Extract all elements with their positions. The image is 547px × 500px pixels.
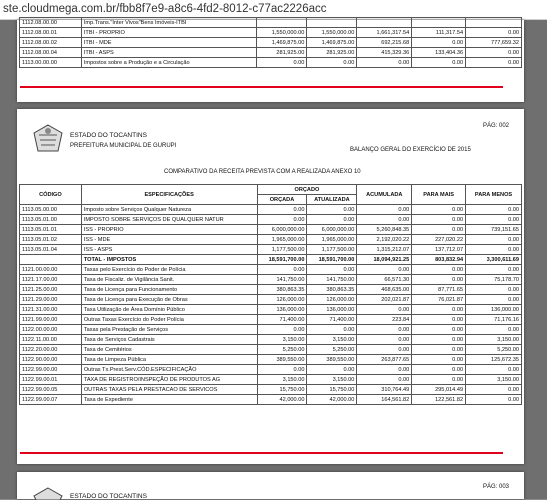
cell-atualizada: 15,750.00 [307,385,357,395]
cell-mais: 76,021.87 [412,295,466,305]
cell-mais: 0.00 [412,58,466,68]
cell-mais: 0.00 [412,375,466,385]
cell-mais: 0.00 [412,305,466,315]
cell-atualizada: 0.00 [307,265,357,275]
cell-orcado: 0.00 [257,365,307,375]
cell-atualizada: 380,863.35 [307,285,357,295]
cell-code: 1112.08.00.01 [20,28,82,38]
cell-desc: OUTRAS TAXAS PELA PRESTACAO DE SERVICOS [81,385,257,395]
cell-desc: Taxa de Expediente [81,395,257,405]
cell-mais: 0.00 [412,325,466,335]
cell-desc: Imp.Trans."Inter Vivos"Bens Imóveis-ITBI [81,18,257,28]
cell-orcado: 0.00 [257,215,307,225]
table-row [20,275,522,285]
cell-menos: 0.00 [466,215,522,225]
cell-code: 1121.17.00.00 [20,275,82,285]
coat-of-arms-icon [31,486,65,500]
cell-acumulada: 692,215.68 [357,38,412,48]
header-less: PARA MENOS [466,185,522,205]
cell-orcado: 5,250.00 [257,345,307,355]
table-row [20,345,522,355]
cell-orcado: 1,965,000.00 [257,235,307,245]
cell-desc: Taxa de Serviços Cadastrais [81,335,257,345]
cell-menos: 0.00 [466,395,522,405]
cell-mais: 0.00 [412,275,466,285]
cell-menos: 739,151.65 [466,225,522,235]
cell-atualizada: 3,150.00 [307,375,357,385]
cell-mais: 0.00 [412,315,466,325]
cell-acumulada: 0.00 [357,205,412,215]
cell-orcado: 71,400.00 [257,315,307,325]
cell-mais: 0.00 [412,365,466,375]
table-row [20,255,522,265]
cell-atualizada: 0.00 [307,365,357,375]
cell-mais: 122,561.82 [412,395,466,405]
cell-orcado: 0.00 [257,265,307,275]
cell-acumulada: 0.00 [357,335,412,345]
cell-orcado: 1,550,000.00 [257,28,307,38]
cell-desc: Impostos sobre a Produção e a Circulação [81,58,257,68]
cell-atualizada: 1,469,875.00 [307,38,357,48]
cell-menos: 5,250.00 [466,345,522,355]
cell-menos: 75,178.70 [466,275,522,285]
cell-acumulada: 18,094,921.25 [357,255,412,265]
table-row [20,295,522,305]
red-underline-annotation [20,86,503,88]
table-row [20,48,522,58]
table-row [20,375,522,385]
cell-acumulada: 202,021.87 [357,295,412,305]
header-code: CÓDIGO [20,185,82,205]
cell-code: 1113.00.00.00 [20,58,82,68]
cell-desc: Taxas pelo Exercício do Poder de Polícia [81,265,257,275]
table-row [20,385,522,395]
cell-acumulada [357,18,412,28]
cell-code: 1122.99.00.01 [20,375,82,385]
cell-code: 1122.90.00.00 [20,355,82,365]
state-name: ESTADO DO TOCANTINS [70,132,147,139]
balance-title: BALANÇO GERAL DO EXERCÍCIO DE 2015 [350,147,471,153]
table-row [20,395,522,405]
cell-mais: 803,832.94 [412,255,466,265]
cell-desc: ITBI - ASPS [81,48,257,58]
cell-mais: 227,020.22 [412,235,466,245]
cell-menos: 136,000.00 [466,305,522,315]
cell-atualizada: 389,550.00 [307,355,357,365]
cell-menos: 0.00 [466,325,522,335]
cell-acumulada: 0.00 [357,325,412,335]
cell-code: 1122.11.00.00 [20,335,82,345]
header-more: PARA MAIS [412,185,466,205]
header-specification: ESPECIFICAÇÕES [81,185,257,205]
cell-acumulada: 0.00 [357,305,412,315]
cell-desc: IMPOSTO SOBRE SERVIÇOS DE QUALQUER NATUR [81,215,257,225]
cell-desc: Imposto sobre Serviços Qualquer Natureza [81,205,257,215]
cell-desc: ISS - MDE [81,235,257,245]
cell-mais: 0.00 [412,38,466,48]
cell-orcado: 18,591,700.00 [257,255,307,265]
cell-orcado: 3,150.00 [257,375,307,385]
cell-desc: Outras Taxas Exercício do Poder Polícia [81,315,257,325]
cell-menos: 3,300,611.69 [466,255,522,265]
cell-atualizada: 0.00 [307,58,357,68]
cell-desc: Taxa de Cemitérios [81,345,257,355]
cell-code: 1113.05.01.02 [20,235,82,245]
cell-code: 1122.20.00.00 [20,345,82,355]
cell-menos: 0.00 [466,295,522,305]
cell-menos: 0.00 [466,205,522,215]
cell-mais [412,18,466,28]
cell-code: 1121.29.00.00 [20,295,82,305]
cell-atualizada: 6,000,000.00 [307,225,357,235]
cell-desc: Taxa Utilização de Área Domínio Público [81,305,257,315]
table-row [20,225,522,235]
cell-menos: 3,150.00 [466,335,522,345]
cell-orcado: 15,750.00 [257,385,307,395]
cell-atualizada: 3,150.00 [307,335,357,345]
cell-atualizada: 136,000.00 [307,305,357,315]
cell-acumulada: 0.00 [357,345,412,355]
cell-acumulada: 310,764.49 [357,385,412,395]
cell-orcado: 136,000.00 [257,305,307,315]
cell-code: 1121.31.00.00 [20,305,82,315]
cell-acumulada: 0.00 [357,265,412,275]
cell-mais: 0.00 [412,355,466,365]
cell-code: 1113.05.00.00 [20,205,82,215]
cell-atualizada: 42,000.00 [307,395,357,405]
cell-desc: ISS - ASPS [81,245,257,255]
header-budgeted: ORÇADA [257,195,307,205]
table-row [20,285,522,295]
page-number: PÁG: 002 [483,123,510,129]
table-row [20,215,522,225]
cell-code: 1121.25.00.00 [20,285,82,295]
cell-desc: Outras Tx.Prest.Serv.CÓD.ESPECIFICAÇÃO [81,365,257,375]
cell-atualizada: 18,591,700.00 [307,255,357,265]
cell-orcado: 3,150.00 [257,335,307,345]
page-number: PÁG: 003 [483,484,510,490]
cell-orcado: 141,750.00 [257,275,307,285]
cell-menos: 0.00 [466,245,522,255]
cell-code: 1122.00.00.00 [20,325,82,335]
state-name: ESTADO DO TOCANTINS [70,493,147,500]
table-row [20,315,522,325]
cell-desc: Taxas pela Prestação de Serviços [81,325,257,335]
cell-orcado: 42,000.00 [257,395,307,405]
cell-desc: ITBI - PROPRIO [81,28,257,38]
cell-acumulada: 263,877.65 [357,355,412,365]
url-text: ste.cloudmega.com.br/fbb8f7e9-a8c6-4fd2-8012-c77ac2226acc [3,3,327,15]
table-row [20,235,522,245]
cell-code: 1113.05.01.01 [20,225,82,235]
cell-acumulada: 0.00 [357,375,412,385]
cell-menos: 0.00 [466,385,522,395]
cell-desc: ITBI - MDE [81,38,257,48]
table-row [20,38,522,48]
cell-code: 1122.99.00.00 [20,365,82,375]
cell-desc: Taxa de Limpeza Pública [81,355,257,365]
table-row [20,265,522,275]
cell-acumulada: 2,192,020.22 [357,235,412,245]
cell-acumulada: 1,315,212.07 [357,245,412,255]
cell-orcado: 380,863.35 [257,285,307,295]
cell-menos: 125,672.35 [466,355,522,365]
cell-code [20,255,82,265]
table-row [20,305,522,315]
cell-code: 1112.08.00.04 [20,48,82,58]
cell-orcado: 0.00 [257,205,307,215]
cell-menos: 0.00 [466,285,522,295]
pdf-page-3 [17,472,524,499]
cell-code: 1122.99.00.07 [20,395,82,405]
cell-atualizada: 1,550,000.00 [307,28,357,38]
cell-orcado: 1,177,500.00 [257,245,307,255]
cell-orcado: 389,550.00 [257,355,307,365]
cell-atualizada: 5,250.00 [307,345,357,355]
cell-menos: 0.00 [466,235,522,245]
cell-menos: 0.00 [466,265,522,275]
cell-orcado: 281,925.00 [257,48,307,58]
cell-desc: Taxa de Licença para Funcionamento [81,285,257,295]
red-underline-annotation [20,452,503,454]
cell-orcado [257,18,307,28]
cell-acumulada: 0.00 [357,365,412,375]
cell-acumulada: 66,571.30 [357,275,412,285]
table-row [20,58,522,68]
header-updated: ATUALIZADA [307,195,357,205]
cell-acumulada: 0.00 [357,58,412,68]
cell-atualizada [307,18,357,28]
cell-menos: 71,176.16 [466,315,522,325]
cell-code: 1121.00.00.00 [20,265,82,275]
pdf-page-1 [17,20,524,102]
city-hall-name: PREFEITURA MUNICIPAL DE GURUPI [70,143,177,149]
cell-desc: ISS - PROPRIO [81,225,257,235]
cell-desc: TAXA DE REGISTRO/INSPEÇÃO DE PRODUTOS AG [81,375,257,385]
cell-acumulada: 5,260,848.35 [357,225,412,235]
cell-mais: 295,014.49 [412,385,466,395]
cell-code: 1112.08.00.02 [20,38,82,48]
cell-acumulada: 0.00 [357,215,412,225]
table-row [20,355,522,365]
table-row [20,325,522,335]
cell-desc: Taxa de Fiscaliz. de Vigilância Sanit. [81,275,257,285]
revenue-table-page-2 [19,184,522,405]
cell-code: 1122.99.00.05 [20,385,82,395]
table-row [20,18,522,28]
cell-atualizada: 0.00 [307,325,357,335]
report-subtitle: COMPARATIVO DA RECEITA PREVISTA COM A REALIZADA ANEXO 10 [164,169,361,175]
header-accumulated: ACUMULADA [357,185,412,205]
cell-mais: 0.00 [412,215,466,225]
header-budget-group: ORÇADO [257,185,357,195]
cell-acumulada: 1,661,317.54 [357,28,412,38]
pdf-page-2 [17,109,524,464]
cell-code: 1113.05.01.04 [20,245,82,255]
cell-atualizada: 126,000.00 [307,295,357,305]
cell-desc: TOTAL - IMPOSTOS [81,255,257,265]
cell-menos: 3,150.00 [466,375,522,385]
cell-atualizada: 71,400.00 [307,315,357,325]
table-row [20,245,522,255]
coat-of-arms-icon [31,123,65,153]
cell-acumulada: 415,329.36 [357,48,412,58]
cell-atualizada: 1,177,500.00 [307,245,357,255]
cell-atualizada: 141,750.00 [307,275,357,285]
cell-mais: 0.00 [412,345,466,355]
cell-menos: 0.00 [466,365,522,375]
table-row [20,335,522,345]
cell-orcado: 1,469,875.00 [257,38,307,48]
cell-acumulada: 468,635.00 [357,285,412,295]
cell-code: 1112.08.00.00 [20,18,82,28]
cell-mais: 0.00 [412,205,466,215]
cell-atualizada: 1,965,000.00 [307,235,357,245]
cell-menos [466,18,522,28]
cell-mais: 0.00 [412,225,466,235]
cell-orcado: 126,000.00 [257,295,307,305]
table-row [20,205,522,215]
cell-menos: 0.00 [466,28,522,38]
cell-atualizada: 281,925.00 [307,48,357,58]
cell-desc: Taxa de Licença para Execução de Obras [81,295,257,305]
table-row [20,365,522,375]
cell-mais: 87,771.65 [412,285,466,295]
cell-code: 1113.05.01.00 [20,215,82,225]
cell-mais: 137,712.07 [412,245,466,255]
cell-menos: 0.00 [466,58,522,68]
cell-orcado: 0.00 [257,58,307,68]
cell-code: 1121.99.00.00 [20,315,82,325]
cell-mais: 133,404.36 [412,48,466,58]
cell-orcado: 0.00 [257,325,307,335]
cell-mais: 0.00 [412,265,466,275]
revenue-table-page-1 [19,17,522,68]
cell-mais: 0.00 [412,335,466,345]
cell-acumulada: 223.84 [357,315,412,325]
cell-atualizada: 0.00 [307,205,357,215]
cell-orcado: 6,000,000.00 [257,225,307,235]
cell-mais: 111,317.54 [412,28,466,38]
cell-menos: 777,659.32 [466,38,522,48]
cell-acumulada: 164,561.82 [357,395,412,405]
table-row [20,28,522,38]
cell-atualizada: 0.00 [307,215,357,225]
cell-menos: 0.00 [466,48,522,58]
